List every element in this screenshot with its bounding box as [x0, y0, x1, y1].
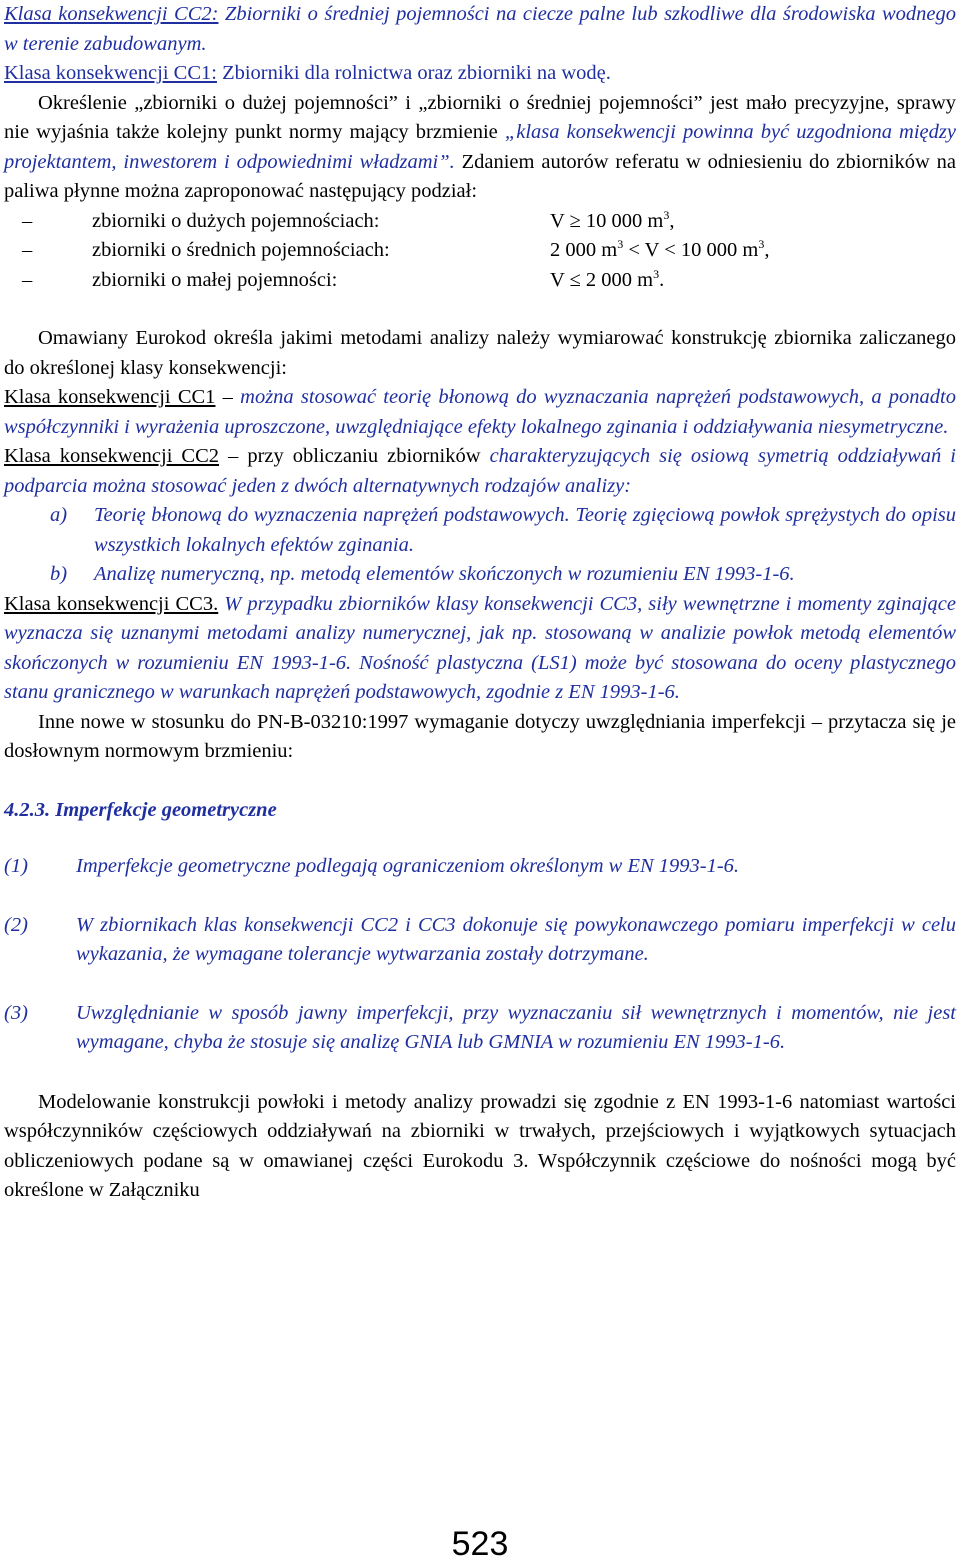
- cc1-block-label: Klasa konsekwencji CC1: [4, 386, 216, 408]
- clause-1: (1) Imperfekcje geometryczne podlegają ograniczeniom określonym w EN 1993-1-6.: [4, 855, 740, 877]
- division-list: [4, 207, 956, 296]
- paragraph-modelling: Modelowanie konstrukcji powłoki i metody analizy prowadzi się zgodnie z EN 1993-1-6 natomiast wartości współczynników częściowych oddziaływań na zbiorniki w trwałych, przejściowych i wyjątkowych sytuacjach obliczeniowych podane są w omawianej części Eurokodu 3. Współczynnik częściowe do nośności mogą być określone w Załączniku: [4, 1090, 956, 1201]
- para1-lead: Określenie „zbiorniki o dużej pojemności” i „zbiorniki o średniej pojemności” jest mało precyzyjne, sprawy nie wyjaśnia także kolejny punkt normy mający brzmienie: [4, 91, 956, 143]
- paragraph-eurocode-methods: Omawiany Eurokod określa jakimi metodami analizy należy wymiarować konstrukcję zbiornika zaliczanego do określonej klasy konsekwencji:: [4, 327, 956, 379]
- section-heading: 4.2.3. Imperfekcje geometryczne: [4, 798, 277, 821]
- cc2-label: Klasa konsekwencji CC2:: [4, 3, 219, 25]
- cc2-text: Zbiorniki o średniej pojemności na ciecze palne lub szkodliwe dla środowiska wodnego w terenie zabudowanym.: [4, 3, 956, 55]
- page-number: 523: [451, 1525, 509, 1563]
- clause-2: (2) W zbiornikach klas konsekwencji CC2 i CC3 dokonuje się powykonawczego pomiaru imperfekcji w celu wykazania, że wymagane tolerancje wytwarzania zostały dotrzymane.: [4, 913, 956, 965]
- cc-definitions: [4, 0, 956, 89]
- clause-3: (3) Uwzględnianie w sposób jawny imperfekcji, przy wyznaczaniu sił wewnętrznych i momentów, nie jest wymagane, chyba że stosuje się analizę GNIA lub GMNIA w rozumieniu EN 1993-1-6.: [4, 1001, 956, 1053]
- analysis-option-a: a) Teorię błonową do wyznaczenia naprężeń podstawowych. Teorię zgięciową powłok sprężystych do opisu wszystkich lokalnych efektów zginania.: [50, 504, 956, 556]
- paragraph-definition-critique: [4, 89, 956, 207]
- para1-quote: „klasa konsekwencji powinna być uzgodniona między projektantem, inwestorem i odpowiednimi władzami”.: [4, 121, 956, 173]
- division-label: zbiorniki o małej pojemności:: [92, 268, 338, 291]
- cc2-block-plain: – przy obliczaniu zbiorników: [219, 445, 490, 467]
- cc1-block-text: można stosować teorię błonową do wyznaczania naprężeń podstawowych, a ponadto współczynniki i wyrażenia uproszczone, uwzględniające efekty lokalnego zginania i oddziaływania niesymetryczne.: [4, 386, 956, 438]
- dash-marker: –: [22, 239, 33, 261]
- dash-marker: –: [22, 268, 33, 291]
- cc1-label: Klasa konsekwencji CC1:: [4, 62, 217, 84]
- division-row: [4, 207, 956, 237]
- cc2-block-text: charakteryzujących się osiową symetrią oddziaływań i podparcia można stosować jeden z dwóch alternatywnych rodzajów analizy:: [4, 445, 956, 497]
- division-label: zbiorniki o średnich pojemnościach:: [92, 239, 390, 261]
- division-row: [4, 266, 956, 296]
- cc1-block: [4, 383, 956, 442]
- paragraph-imperfections-intro: Inne nowe w stosunku do PN-B-03210:1997 wymaganie dotyczy uwzględniania imperfekcji – przytacza się je dosłownym normowym brzmieniu:: [4, 710, 956, 762]
- division-row: [4, 236, 956, 266]
- cc1-text: Zbiorniki dla rolnictwa oraz zbiorniki na wodę.: [216, 62, 611, 84]
- division-label: zbiorniki o dużych pojemnościach:: [92, 209, 380, 232]
- cc2-block-label: Klasa konsekwencji CC2: [4, 445, 220, 467]
- division-value: 2 000 $m^3 < V < 10$ 000 $m^3$,: [550, 237, 770, 261]
- document-page: [4, 0, 956, 1206]
- cc3-block-label: Klasa konsekwencji CC3.: [4, 592, 219, 615]
- cc3-block-text: W przypadku zbiorników klasy konsekwencji CC3, siły wewnętrzne i momenty zginające wyznacza się uznanymi metodami analizy numerycznej, jak np. stosowaną w analizie powłok metodą elementów skończonych w rozumieniu EN 1993-1-6. Nośność plastyczna (LS1) może być stosowana do oceny plastycznego stanu granicznego w warunkach naprężeń podstawowych, zgodnie z EN 1993-1-6.: [4, 592, 956, 703]
- division-value: V ≥ 10 000 $m^3$,: [550, 207, 675, 232]
- analysis-option-b: b) Analizę numeryczną, np. metodą elementów skończonych w rozumieniu EN 1993-1-6.: [50, 563, 795, 585]
- para1-tail: Zdaniem autorów referatu w odniesieniu do zbiorników na paliwa płynne można zaproponować następujący podział:: [4, 150, 956, 202]
- cc1-block-dash: –: [215, 386, 241, 408]
- division-value: V ≤ 2 000 $m^3$.: [550, 266, 665, 291]
- dash-marker: –: [22, 209, 33, 232]
- cc3-block: [4, 590, 956, 708]
- cc2-block: [4, 442, 956, 501]
